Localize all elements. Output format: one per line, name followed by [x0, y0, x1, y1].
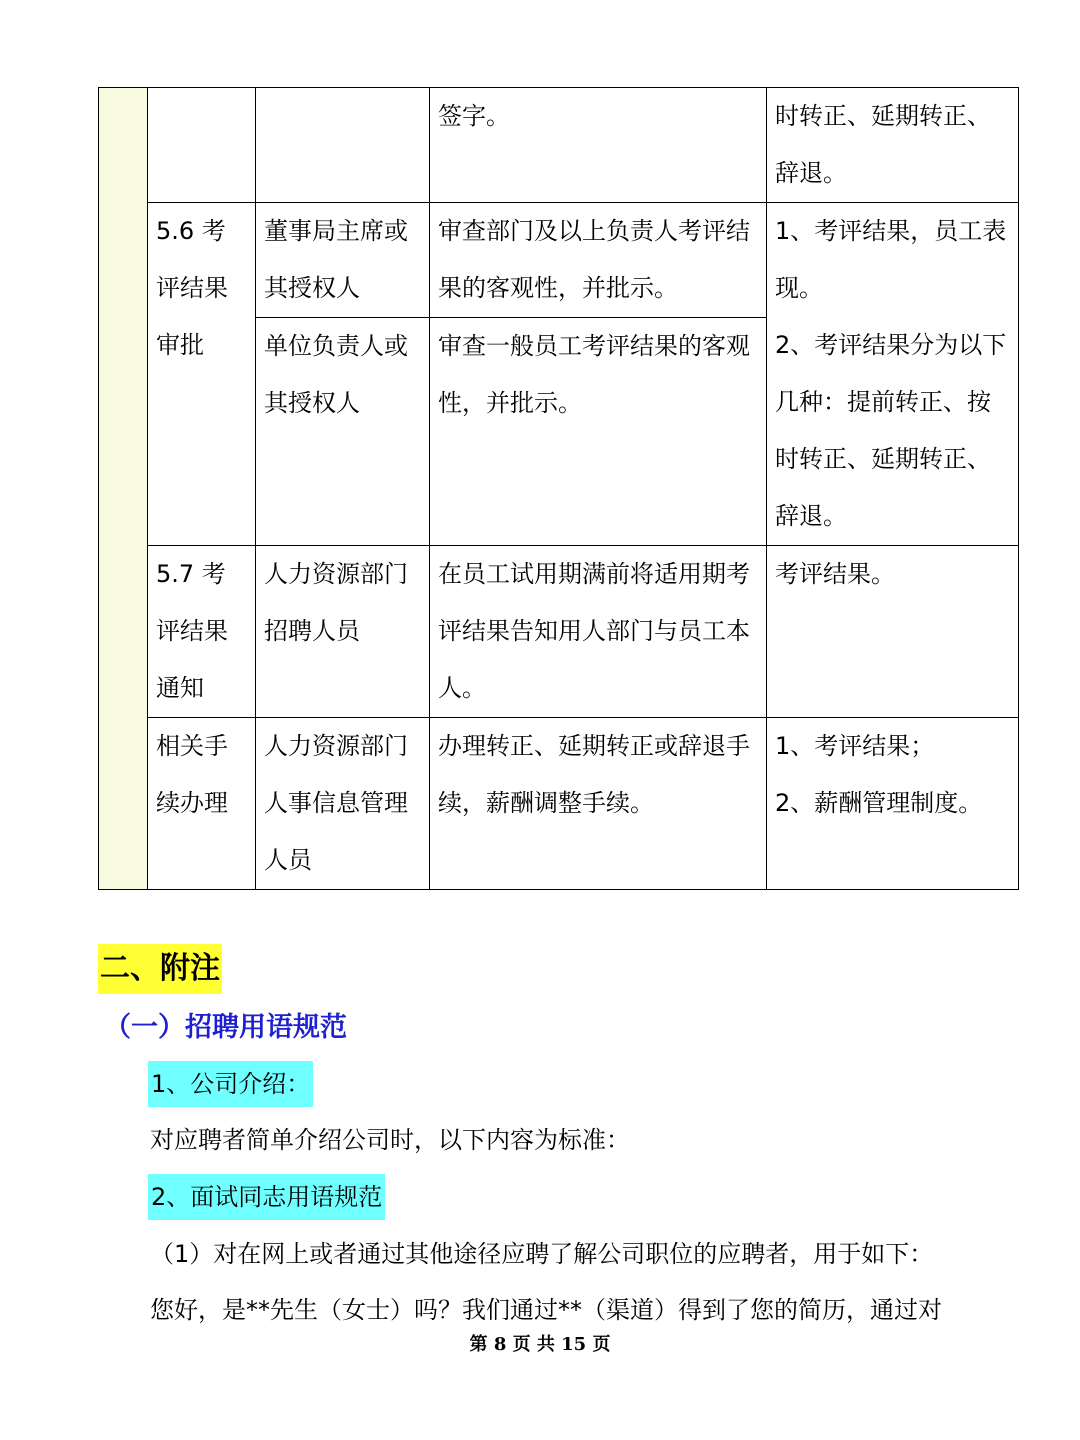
output-line: 1、考评结果；	[775, 732, 935, 760]
sub-heading: （一）招聘用语规范	[104, 1012, 347, 1043]
table-row	[99, 203, 1019, 318]
step-cell: 5.7 考评结果通知	[148, 546, 256, 718]
step-cell: 5.6 考评结果审批	[148, 203, 256, 546]
role-cell: 人力资源部门招聘人员	[256, 546, 430, 718]
output-cell	[767, 718, 1019, 890]
step-cell: 相关手续办理	[148, 718, 256, 890]
role-cell: 单位负责人或其授权人	[256, 318, 430, 546]
table-row	[99, 88, 1019, 203]
table-row	[99, 718, 1019, 890]
duty-cell: 办理转正、延期转正或辞退手续，薪酬调整手续。	[430, 718, 767, 890]
table-cell: 时转正、延期转正、辞退。	[767, 88, 1019, 203]
item-heading-interview-language: 2、面试同志用语规范	[148, 1174, 385, 1220]
table-cell	[148, 88, 256, 203]
table-cell: 签字。	[430, 88, 767, 203]
output-line: 2、考评结果分为以下几种：提前转正、按时转正、延期转正、辞退。	[775, 331, 1007, 530]
page-footer: 第 8 页 共 15 页	[469, 1334, 611, 1355]
paragraph: 对应聘者简单介绍公司时，以下内容为标准：	[150, 1126, 630, 1154]
paragraph: 您好，是**先生（女士）吗？我们通过**（渠道）得到了您的简历，通过对	[150, 1296, 942, 1324]
duty-cell: 审查一般员工考评结果的客观性，并批示。	[430, 318, 767, 546]
table-row	[99, 546, 1019, 718]
approval-process-table	[98, 87, 1019, 890]
section-heading: 二、附注	[98, 944, 222, 994]
item-heading-company-intro: 1、公司介绍：	[148, 1061, 313, 1107]
output-line: 1、考评结果，员工表现。	[775, 217, 1007, 302]
duty-cell: 审查部门及以上负责人考评结果的客观性，并批示。	[430, 203, 767, 318]
output-cell: 考评结果。	[767, 546, 1019, 718]
output-cell	[767, 203, 1019, 546]
role-cell: 董事局主席或其授权人	[256, 203, 430, 318]
output-line: 2、薪酬管理制度。	[775, 789, 983, 817]
paragraph: （1）对在网上或者通过其他途径应聘了解公司职位的应聘者，用于如下：	[150, 1240, 934, 1268]
duty-cell: 在员工试用期满前将适用期考评结果告知用人部门与员工本人。	[430, 546, 767, 718]
side-column	[99, 88, 148, 890]
table-cell	[256, 88, 430, 203]
role-cell: 人力资源部门人事信息管理人员	[256, 718, 430, 890]
